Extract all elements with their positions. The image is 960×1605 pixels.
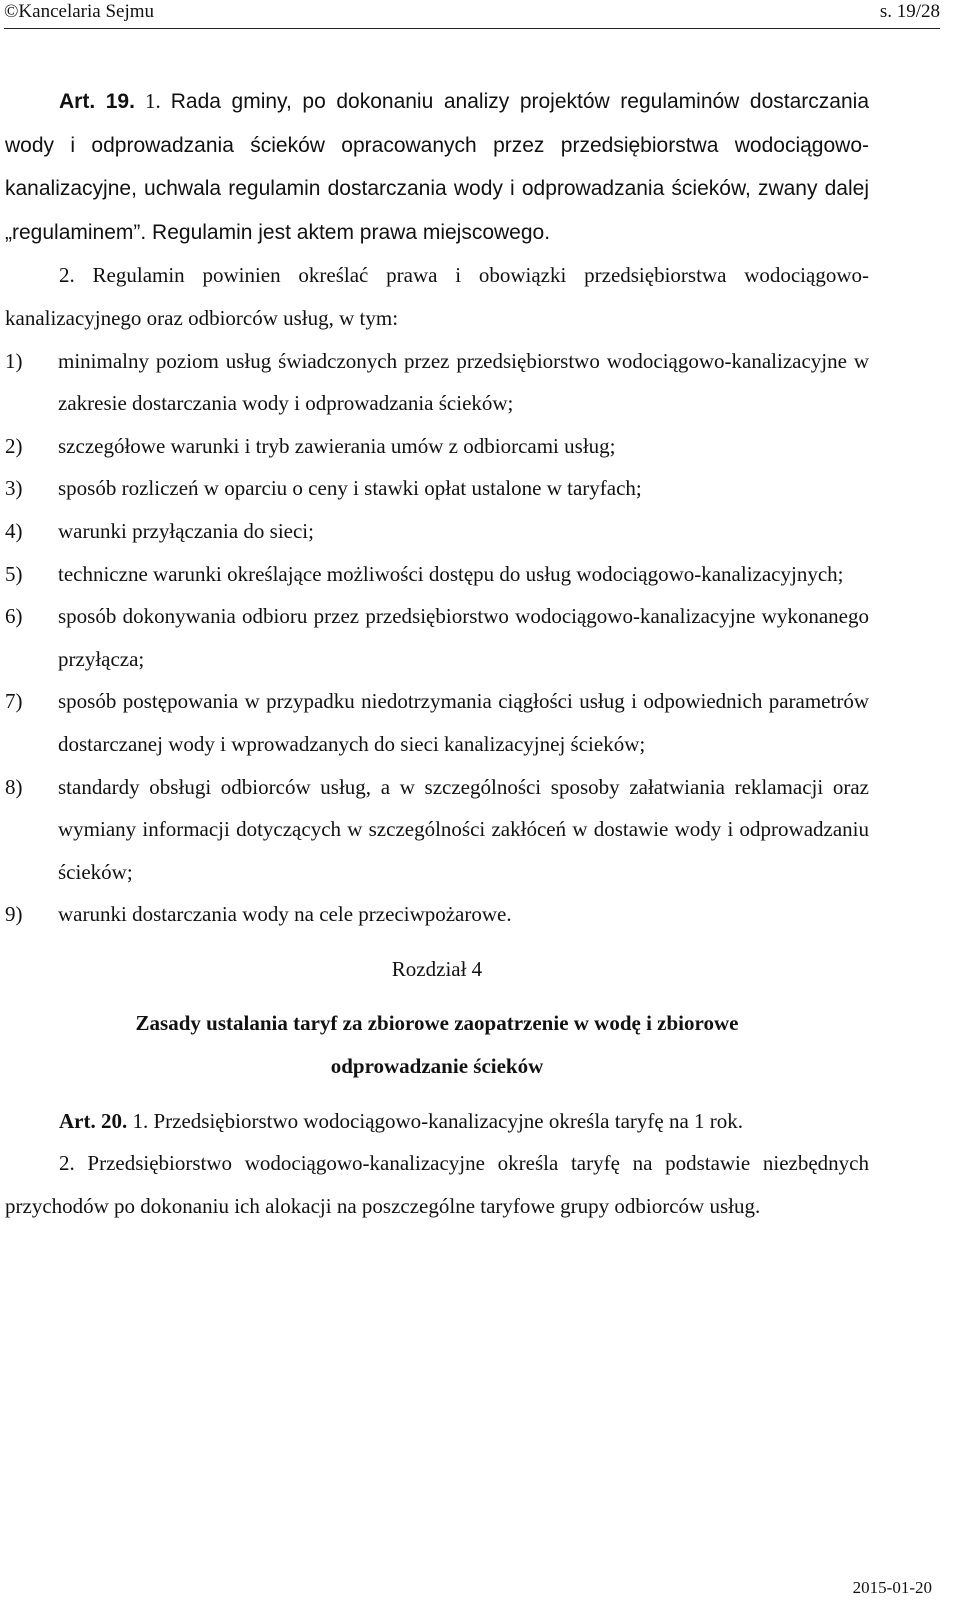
list-item-text: sposób postępowania w przypadku niedotrzymania ciągłości usług i odpowiednich parametrów dostarczanej wody i wprowadzanych do sieci kanalizacyjnej ścieków; (58, 689, 869, 756)
chapter-title-line-2: odprowadzanie ścieków (330, 1054, 544, 1079)
article-20-paragraph-2-text: 2. Przedsiębiorstwo wodociągowo-kanalizacyjne określa taryfę na podstawie niezbędnych przychodów po dokonaniu ich alokacji na poszczególne taryfowe grupy odbiorców usług. (5, 1151, 869, 1218)
list-item (5, 467, 869, 510)
list-item (5, 595, 869, 680)
list-item-text: minimalny poziom usług świadczonych przez przedsiębiorstwo wodociągowo-kanalizacyjne w zakresie dostarczania wody i odprowadzania ścieków; (58, 348, 869, 416)
list-item-number: 2) (5, 433, 23, 458)
list-item (5, 680, 869, 765)
list-item-number: 8) (5, 774, 23, 799)
header-source: ©Kancelaria Sejmu (4, 1, 155, 22)
footer-date: 2015-01-20 (852, 1578, 932, 1597)
document-body (5, 80, 869, 1227)
page-header (4, 0, 940, 29)
list-item-number: 5) (5, 561, 23, 586)
article-20-paragraph-1 (5, 1100, 869, 1143)
list-item-text: warunki przyłączania do sieci; (58, 518, 314, 543)
article-19-label: Art. 19. (59, 90, 135, 113)
article-19-paragraph-1-text: Rada gminy, po dokonaniu analizy projektów regulaminów dostarczania wody i odprowadzania ścieków opracowanych przez przedsiębiorstwa wodociągowo-kanalizacyjne, uchwala regulamin dostarczania wody i odprowadzania ścieków, zwany dalej „regulaminem”. Regulamin jest aktem prawa miejscowego. (5, 90, 870, 244)
article-20-paragraph-2 (5, 1142, 869, 1227)
article-19-paragraph-2-text: 2. Regulamin powinien określać prawa i obowiązki przedsiębiorstwa wodociągowo-kanalizacyjnego oraz odbiorców usług, w tym: (5, 263, 869, 330)
chapter-title (5, 1002, 869, 1087)
list-item-text: warunki dostarczania wody na cele przeciwpożarowe. (58, 902, 512, 927)
list-item-number: 9) (5, 902, 23, 927)
list-item (5, 553, 869, 596)
list-item (5, 510, 869, 553)
header-page-number: s. 19/28 (879, 1, 940, 22)
list-item-text: sposób rozliczeń w oparciu o ceny i stawki opłat ustalone w taryfach; (58, 476, 642, 501)
list-item-text: sposób dokonywania odbioru przez przedsiębiorstwo wodociągowo-kanalizacyjne wykonanego przyłącza; (58, 604, 869, 671)
list-item-number: 6) (5, 604, 23, 629)
list-item (5, 893, 869, 936)
list-item (5, 340, 869, 425)
list-item-text: standardy obsługi odbiorców usług, a w szczególności sposoby załatwiania reklamacji oraz wymiany informacji dotyczących w szczególności zakłóceń w dostawie wody i odprowadzaniu ścieków; (58, 774, 869, 884)
article-20-paragraph-1-text: 1. Przedsiębiorstwo wodociągowo-kanalizacyjne określa taryfę na 1 rok. (132, 1108, 744, 1133)
list-item-number: 3) (5, 476, 23, 501)
list-item (5, 766, 869, 894)
list-item-text: techniczne warunki określające możliwości dostępu do usług wodociągowo-kanalizacyjnych; (58, 561, 844, 586)
article-19-paragraph-1-number: 1. (144, 89, 161, 113)
article-19-paragraph-1 (5, 80, 869, 254)
article-19-paragraph-2 (5, 254, 869, 339)
article-20-label: Art. 20. (59, 1108, 128, 1133)
list-item-number: 7) (5, 689, 23, 714)
chapter-label: Rozdział 4 (391, 956, 483, 981)
list-item (5, 425, 869, 468)
chapter-title-line-1: Zasady ustalania taryf za zbiorowe zaopatrzenie w wodę i zbiorowe (135, 1011, 739, 1036)
list-item-text: szczegółowe warunki i tryb zawierania umów z odbiorcami usług; (58, 433, 616, 458)
list-item-number: 1) (5, 348, 23, 373)
list-item-number: 4) (5, 518, 23, 543)
